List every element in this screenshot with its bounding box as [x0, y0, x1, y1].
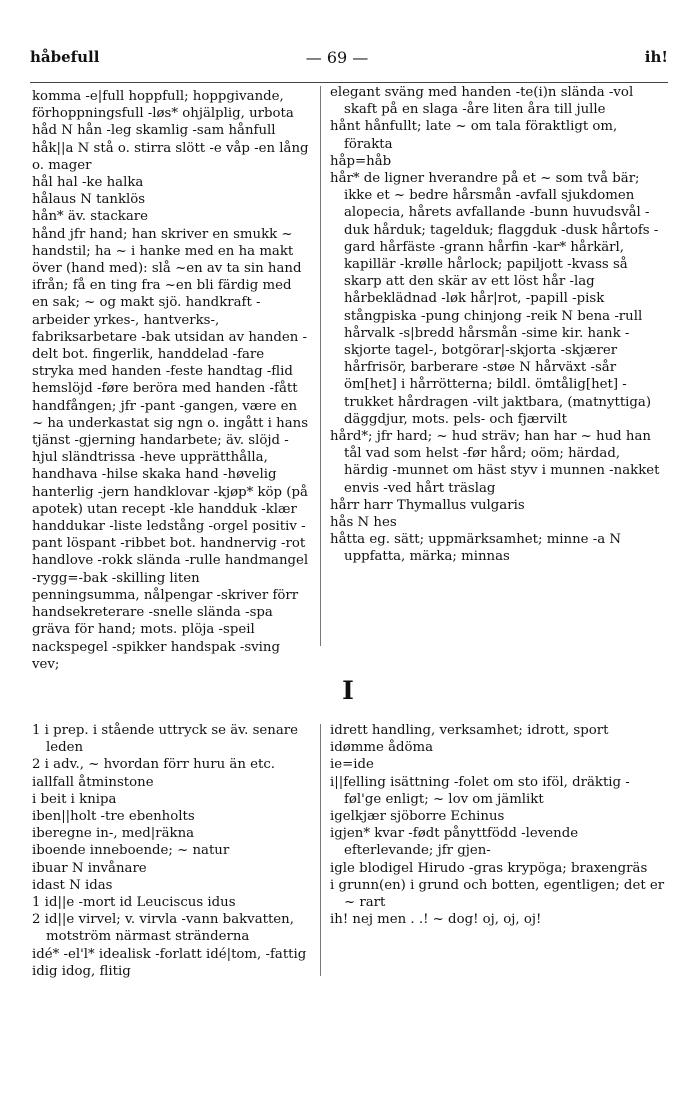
- column-top-right: [330, 84, 666, 566]
- dictionary-entry: 2 id||e virvel; v. virvla -vann bakvatten, motström närmast stränderna: [32, 912, 294, 945]
- dictionary-entry: i||felling isättning -folet om sto iföl, dräktig -føl'ge enligt; ~ lov om jämlikt: [330, 774, 630, 807]
- dictionary-entry: hål hal -ke halka: [32, 175, 144, 191]
- dictionary-entry: håk||a N stå o. stirra slött -e våp -en lång o. mager: [32, 140, 309, 173]
- dictionary-entry: elegant sväng med handen -te(i)n slända -vol skaft på en slaga -åre liten åra till julle: [330, 85, 634, 118]
- dictionary-entry: hånd jfr hand; han skriver en smukk ~ handstil; ha ~ i hanke med en ha makt över (hand med): slå ~en av ta sin hand ifrån; få en ting fra ~en bli färdig med en sak; ~ og makt sjö. handkraft -arbeider yrkes-, hantverks-, fabriksarbetare -bak utsidan av handen -delt bot. fingerlik, handdelad -fare stryka med handen -feste handtag -flid hemslöjd -føre beröra med handen -fått handfången; jfr -pant -gangen, være en ~ ha underkastat sig ngn o. ingått i hans tjänst -gjerning handarbete; äv. slöjd -hjul sländtrissa -heve upprätthålla, handhava -hilse skaka hand -høvelig hanterlig -jern handklovar -kjøp* köp (på apotek) utan recept -kle handduk -klær handdukar -liste ledstång -orgel positiv -pant löspant -ribbet bot. handnervig -rot handlove -rokk slända -rulle handmangel -rygg=-bak -skilling liten penningsumma, nålpengar -skriver förr handsekreterare -snelle slända -spa gräva för hand; mots. plöja -speil nackspegel -spikker handspak -sving vev;: [32, 226, 309, 672]
- dictionary-entry: hås N hes: [330, 515, 397, 531]
- dictionary-entry: håp=håb: [330, 153, 392, 169]
- dictionary-entry: idømme ådöma: [330, 740, 434, 756]
- dictionary-entry: iberegne in-, med|räkna: [32, 826, 195, 842]
- column-divider-bottom: [320, 724, 321, 976]
- running-head-first-word: håbefull: [30, 48, 100, 66]
- section-letter-heading: I: [342, 676, 354, 705]
- page-number: — 69 —: [305, 48, 369, 67]
- running-head-last-word: ih!: [644, 48, 668, 66]
- dictionary-entry: hån* äv. stackare: [32, 209, 148, 225]
- dictionary-entry: hålaus N tanklös: [32, 192, 146, 208]
- header-rule: [30, 82, 668, 83]
- dictionary-entry: idrett handling, verksamhet; idrott, sport: [330, 723, 609, 738]
- dictionary-entry: hår* de ligner hverandre på et ~ som två bär; ikke et ~ bedre hårsmån -avfall sjukdomen alopecia, hårets avfallande -bunn huvudsvål -duk hårduk; tagelduk; flaggduk -dusk hårtofs -gard hårfäste -grann hårfin -kar* hårkärl, kapillär -krølle hårlock; papiljott -kvass så skarp att den skär av ett löst hår -lag hårbeklädnad -løk hår|rot, -papill -pisk stångpiska -pung chinjong -reik N bena -rull hårvalk -s|bredd hårsmån -sime kir. hank -skjorte tagel-, botgörar|-skjorta -skjærer hårfrisör, barberare -støe N hårväxt -sår öm[het] i hårrötterna; bildl. ömtålig[het] -trukket hårdragen -vilt jaktbara, (matnyttiga) däggdjur, mots. pels- och fjærvilt: [330, 171, 659, 427]
- dictionary-entry: ibuar N invånare: [32, 860, 147, 876]
- dictionary-entry: hård*; jfr hard; ~ hud sträv; han har ~ hud han tål vad som helst -før hård; oöm; härdad, härdig -munnet om häst styv i munnen -nakket envis -ved hårt träslag: [330, 429, 660, 496]
- dictionary-entry: 1 i prep. i stående uttryck se äv. senare leden: [32, 723, 298, 756]
- dictionary-entry: igjen* kvar -født pånyttfödd -levende efterlevande; jfr gjen-: [330, 826, 579, 859]
- column-bottom-left: [32, 722, 316, 980]
- dictionary-entry: 2 i adv., ~ hvordan förr huru än etc.: [32, 757, 275, 773]
- dictionary-entry: iben||holt -tre ebenholts: [32, 809, 195, 825]
- column-divider-top: [320, 86, 321, 646]
- dictionary-entry: håtta eg. sätt; uppmärksamhet; minne -a N uppfatta, märka; minnas: [330, 532, 622, 565]
- dictionary-entry: ie=ide: [330, 757, 374, 773]
- dictionary-entry: idast N idas: [32, 877, 113, 893]
- dictionary-entry: igelkjær sjöborre Echinus: [330, 809, 505, 825]
- column-bottom-right: [330, 722, 666, 928]
- dictionary-entry: ih! nej men . .! ~ dog! oj, oj, oj!: [330, 912, 542, 928]
- dictionary-entry: idig idog, flitig: [32, 963, 131, 979]
- dictionary-entry: hårr harr Thymallus vulgaris: [330, 497, 525, 513]
- dictionary-entry: iboende inneboende; ~ natur: [32, 843, 230, 859]
- dictionary-entry: igle blodigel Hirudo -gras krypöga; braxengräs: [330, 860, 648, 876]
- dictionary-entry: i beit i knipa: [32, 791, 117, 807]
- dictionary-entry: komma -e|full hoppfull; hoppgivande, förhoppningsfull -løs* ohjälplig, urbota: [32, 89, 294, 122]
- dictionary-entry: 1 id||e -mort id Leuciscus idus: [32, 895, 236, 911]
- column-top-left: [32, 88, 310, 673]
- dictionary-entry: hånt hånfullt; late ~ om tala föraktligt om, förakta: [330, 119, 618, 152]
- dictionary-entry: i grunn(en) i grund och botten, egentligen; det er ~ rart: [330, 877, 665, 911]
- dictionary-entry: iallfall åtminstone: [32, 774, 154, 790]
- dictionary-entry: idé* -el'l* idealisk -forlatt idé|tom, -fattig: [32, 946, 307, 962]
- dictionary-entry: håd N hån -leg skamlig -sam hånfull: [32, 123, 276, 139]
